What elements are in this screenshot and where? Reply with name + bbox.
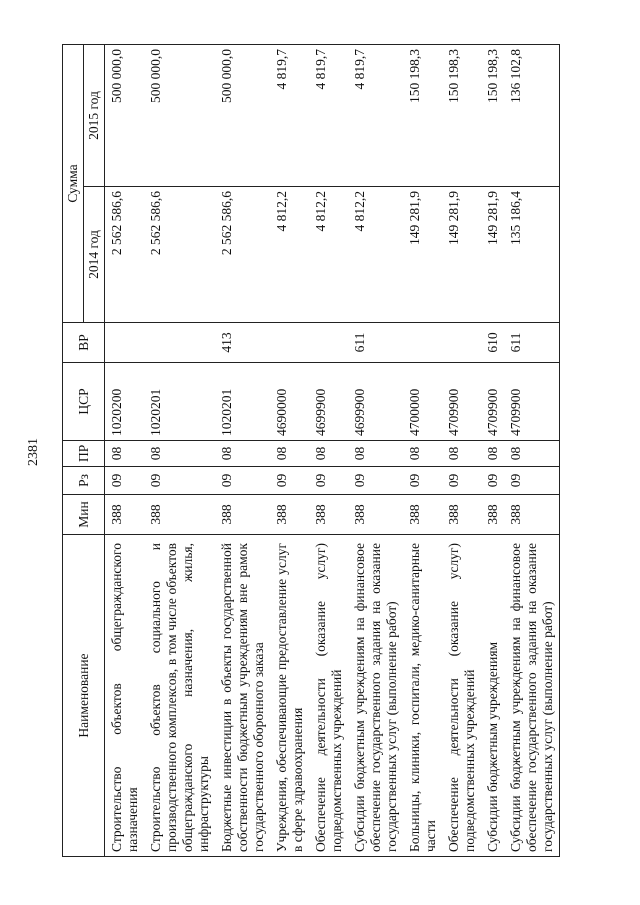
cell-sum-2014: 2 562 586,6	[105, 187, 145, 323]
cell-csr: 4690000	[270, 363, 309, 441]
cell-rz: 09	[215, 467, 270, 495]
cell-min: 388	[144, 495, 215, 535]
cell-rz: 09	[504, 467, 560, 495]
cell-min: 388	[403, 495, 442, 535]
cell-rz: 09	[105, 467, 145, 495]
cell-vr	[442, 323, 481, 363]
cell-rz: 09	[403, 467, 442, 495]
header-min: Мин	[63, 495, 105, 535]
cell-sum-2014: 4 812,2	[270, 187, 309, 323]
cell-pr: 08	[481, 441, 504, 467]
cell-sum-2015: 150 198,3	[442, 44, 481, 186]
cell-pr: 08	[105, 441, 145, 467]
header-pr: ПР	[63, 441, 105, 467]
cell-min: 388	[215, 495, 270, 535]
table-row	[348, 44, 403, 856]
cell-vr	[144, 323, 215, 363]
header-name: Наименование	[63, 535, 105, 857]
cell-vr	[270, 323, 309, 363]
cell-csr: 4700000	[403, 363, 442, 441]
table-body	[105, 44, 560, 856]
cell-rz: 09	[348, 467, 403, 495]
cell-sum-2014: 149 281,9	[442, 187, 481, 323]
table-row	[215, 44, 270, 856]
budget-table-sheet	[62, 45, 590, 857]
cell-vr: 610	[481, 323, 504, 363]
table-row	[270, 44, 309, 856]
cell-sum-2015: 150 198,3	[481, 44, 504, 186]
table-row	[481, 44, 504, 856]
cell-sum-2015: 4 819,7	[270, 44, 309, 186]
cell-name: Субсидии бюджетным учреждениям на финансовое обеспечение государственного задания на оказание государственных услуг (выполнение работ)	[504, 535, 560, 857]
cell-vr: 611	[504, 323, 560, 363]
cell-sum-2014: 149 281,9	[481, 187, 504, 323]
header-vr: ВР	[63, 323, 105, 363]
cell-min: 388	[309, 495, 348, 535]
cell-csr: 4709900	[481, 363, 504, 441]
cell-sum-2015: 500 000,0	[215, 44, 270, 186]
cell-sum-2015: 500 000,0	[144, 44, 215, 186]
cell-vr: 611	[348, 323, 403, 363]
table-row	[504, 44, 560, 856]
cell-sum-2014: 135 186,4	[504, 187, 560, 323]
cell-vr	[309, 323, 348, 363]
cell-vr	[403, 323, 442, 363]
cell-pr: 08	[144, 441, 215, 467]
cell-sum-2015: 136 102,8	[504, 44, 560, 186]
cell-name: Субсидии бюджетным учреждениям	[481, 535, 504, 857]
cell-min: 388	[348, 495, 403, 535]
cell-sum-2015: 500 000,0	[105, 44, 145, 186]
cell-name: Строительство объектов социального и производственного комплексов, в том числе объектов общегражданского назначения, жилья, инфраструктуры	[144, 535, 215, 857]
cell-rz: 09	[309, 467, 348, 495]
cell-pr: 08	[504, 441, 560, 467]
cell-name: Строительство объектов общегражданского назначения	[105, 535, 145, 857]
budget-table	[62, 44, 560, 857]
cell-name: Больницы, клиники, госпитали, медико-санитарные части	[403, 535, 442, 857]
cell-min: 388	[481, 495, 504, 535]
cell-pr: 08	[442, 441, 481, 467]
cell-sum-2014: 2 562 586,6	[215, 187, 270, 323]
cell-min: 388	[270, 495, 309, 535]
cell-vr: 413	[215, 323, 270, 363]
header-sum: Сумма	[63, 44, 84, 322]
table-header	[63, 44, 105, 856]
cell-min: 388	[504, 495, 560, 535]
header-csr: ЦСР	[63, 363, 105, 441]
cell-pr: 08	[403, 441, 442, 467]
cell-pr: 08	[215, 441, 270, 467]
table-row	[309, 44, 348, 856]
cell-rz: 09	[270, 467, 309, 495]
cell-pr: 08	[309, 441, 348, 467]
cell-sum-2014: 2 562 586,6	[144, 187, 215, 323]
page-number: 2381	[26, 438, 41, 466]
cell-csr: 1020200	[105, 363, 145, 441]
cell-sum-2015: 4 819,7	[309, 44, 348, 186]
header-rz: Рз	[63, 467, 105, 495]
cell-name: Учреждения, обеспечивающие предоставление услуг в сфере здравоохранения	[270, 535, 309, 857]
cell-name: Бюджетные инвестиции в объекты государственной собственности бюджетным учреждениям вне рамок государственного оборонного заказа	[215, 535, 270, 857]
cell-name: Обеспечение деятельности (оказание услуг) подведомственных учреждений	[309, 535, 348, 857]
cell-csr: 4699900	[348, 363, 403, 441]
header-year-2014: 2014 год	[84, 187, 105, 323]
cell-name: Субсидии бюджетным учреждениям на финансовое обеспечение государственного задания на оказание государственных услуг (выполнение работ)	[348, 535, 403, 857]
cell-rz: 09	[144, 467, 215, 495]
cell-pr: 08	[270, 441, 309, 467]
cell-csr: 1020201	[144, 363, 215, 441]
cell-csr: 4699900	[309, 363, 348, 441]
cell-sum-2015: 150 198,3	[403, 44, 442, 186]
cell-min: 388	[442, 495, 481, 535]
cell-rz: 09	[442, 467, 481, 495]
cell-csr: 4709900	[504, 363, 560, 441]
header-year-2015: 2015 год	[84, 44, 105, 186]
cell-pr: 08	[348, 441, 403, 467]
cell-rz: 09	[481, 467, 504, 495]
cell-vr	[105, 323, 145, 363]
table-row	[403, 44, 442, 856]
table-row	[105, 44, 145, 856]
cell-sum-2014: 149 281,9	[403, 187, 442, 323]
cell-csr: 1020201	[215, 363, 270, 441]
cell-name: Обеспечение деятельности (оказание услуг) подведомственных учреждений	[442, 535, 481, 857]
table-row	[144, 44, 215, 856]
cell-sum-2015: 4 819,7	[348, 44, 403, 186]
cell-sum-2014: 4 812,2	[309, 187, 348, 323]
cell-sum-2014: 4 812,2	[348, 187, 403, 323]
cell-min: 388	[105, 495, 145, 535]
table-row	[442, 44, 481, 856]
cell-csr: 4709900	[442, 363, 481, 441]
